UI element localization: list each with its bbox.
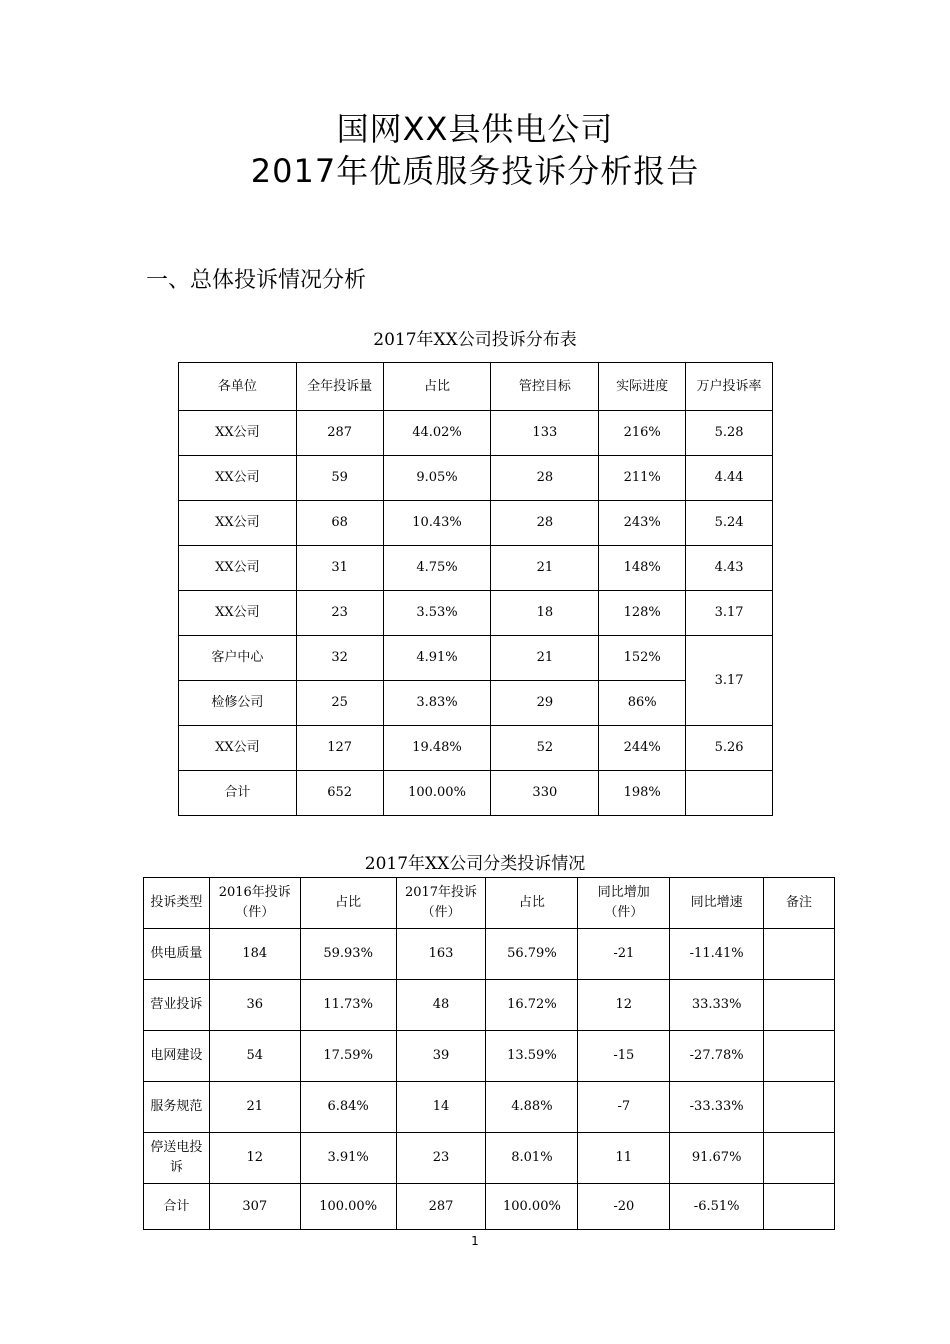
table-cell: 6.84% (300, 1082, 396, 1133)
table-cell: 152% (599, 636, 686, 681)
table-cell: 21 (491, 636, 599, 681)
table-cell: 28 (491, 501, 599, 546)
table-header-row (179, 363, 773, 411)
table-cell: 21 (209, 1082, 300, 1133)
table-cell: 3.91% (300, 1133, 396, 1184)
table-cell: 4.91% (383, 636, 491, 681)
table-cell (686, 771, 773, 816)
table-cell: 服务规范 (144, 1082, 210, 1133)
table-cell (764, 929, 835, 980)
table-cell: -27.78% (670, 1031, 764, 1082)
table-cell: 8.01% (486, 1133, 578, 1184)
table-row (179, 411, 773, 456)
table-cell (764, 1184, 835, 1230)
complaint-category-table (143, 877, 835, 1230)
table-cell: 287 (296, 411, 383, 456)
table-cell: 25 (296, 681, 383, 726)
table-cell: 营业投诉 (144, 980, 210, 1031)
table-row (144, 1133, 835, 1184)
table-cell: 12 (209, 1133, 300, 1184)
table-cell (764, 980, 835, 1031)
table-row (144, 980, 835, 1031)
table-row (179, 726, 773, 771)
table-cell: XX公司 (179, 546, 297, 591)
table-cell: 4.44 (686, 456, 773, 501)
table-cell: 211% (599, 456, 686, 501)
table-cell: 23 (396, 1133, 486, 1184)
report-title-line1: 国网XX县供电公司 (336, 110, 614, 148)
header-cell: 各单位 (179, 363, 297, 411)
table-cell (764, 1133, 835, 1184)
table-cell: 客户中心 (179, 636, 297, 681)
table-row (179, 591, 773, 636)
table-cell: 33.33% (670, 980, 764, 1031)
table-cell: 18 (491, 591, 599, 636)
table-cell: 128% (599, 591, 686, 636)
table-cell: 31 (296, 546, 383, 591)
table-cell: 12 (578, 980, 670, 1031)
table-cell: -15 (578, 1031, 670, 1082)
table-cell: 3.17 (686, 591, 773, 636)
header-cell: 万户投诉率 (686, 363, 773, 411)
table-cell: -6.51% (670, 1184, 764, 1230)
table-cell: 16.72% (486, 980, 578, 1031)
table-cell: 供电质量 (144, 929, 210, 980)
table-cell: 652 (296, 771, 383, 816)
table-cell: 17.59% (300, 1031, 396, 1082)
table-row (179, 456, 773, 501)
header-cell: 备注 (764, 878, 835, 929)
table-cell: 13.59% (486, 1031, 578, 1082)
table-cell: 59 (296, 456, 383, 501)
table-row (179, 636, 773, 681)
table-cell: -20 (578, 1184, 670, 1230)
table-cell: 68 (296, 501, 383, 546)
table-cell: 287 (396, 1184, 486, 1230)
header-cell: 管控目标 (491, 363, 599, 411)
table-cell: 48 (396, 980, 486, 1031)
table-cell: 86% (599, 681, 686, 726)
table-cell: 39 (396, 1031, 486, 1082)
header-cell: 2016年投诉（件） (209, 878, 300, 929)
table-cell: 100.00% (486, 1184, 578, 1230)
header-cell: 2017年投诉（件） (396, 878, 486, 929)
header-cell: 占比 (486, 878, 578, 929)
table-cell: 184 (209, 929, 300, 980)
page-number: 1 (471, 1234, 479, 1248)
table-row (179, 681, 773, 726)
table-cell-merged: 3.17 (686, 636, 773, 726)
table-cell: -11.41% (670, 929, 764, 980)
table-cell: 100.00% (300, 1184, 396, 1230)
table-cell: 4.88% (486, 1082, 578, 1133)
table-cell: 检修公司 (179, 681, 297, 726)
table-row (179, 546, 773, 591)
table-cell: 电网建设 (144, 1031, 210, 1082)
header-cell: 占比 (300, 878, 396, 929)
table-cell: 28 (491, 456, 599, 501)
table-cell: 32 (296, 636, 383, 681)
table-cell: 243% (599, 501, 686, 546)
table-cell: 100.00% (383, 771, 491, 816)
table-cell: XX公司 (179, 726, 297, 771)
table-cell: 合计 (144, 1184, 210, 1230)
table-cell: 59.93% (300, 929, 396, 980)
table-cell: 56.79% (486, 929, 578, 980)
header-cell: 同比增加（件） (578, 878, 670, 929)
complaint-distribution-table (178, 362, 773, 816)
table-cell: XX公司 (179, 591, 297, 636)
table-cell: 21 (491, 546, 599, 591)
table-cell: -21 (578, 929, 670, 980)
table-cell: 216% (599, 411, 686, 456)
table-cell: 23 (296, 591, 383, 636)
table-cell: 148% (599, 546, 686, 591)
table-cell: 44.02% (383, 411, 491, 456)
table-cell: 19.48% (383, 726, 491, 771)
table2-caption: 2017年XX公司分类投诉情况 (364, 854, 586, 874)
table-cell: 4.43 (686, 546, 773, 591)
table-cell: 29 (491, 681, 599, 726)
table-cell: XX公司 (179, 411, 297, 456)
table-row (144, 1082, 835, 1133)
table-cell: 5.28 (686, 411, 773, 456)
table-cell: 330 (491, 771, 599, 816)
table-cell: 307 (209, 1184, 300, 1230)
table-cell: 9.05% (383, 456, 491, 501)
table-cell: 11.73% (300, 980, 396, 1031)
table1-caption: 2017年XX公司投诉分布表 (373, 330, 577, 350)
table-cell: 14 (396, 1082, 486, 1133)
table-cell: 5.26 (686, 726, 773, 771)
table-cell: XX公司 (179, 501, 297, 546)
table-cell: 11 (578, 1133, 670, 1184)
table-cell: 54 (209, 1031, 300, 1082)
table-row (144, 929, 835, 980)
table-cell: 52 (491, 726, 599, 771)
table-header-row (144, 878, 835, 929)
table-cell: 244% (599, 726, 686, 771)
table-cell: 198% (599, 771, 686, 816)
table-cell: -33.33% (670, 1082, 764, 1133)
header-cell: 实际进度 (599, 363, 686, 411)
table-cell: 91.67% (670, 1133, 764, 1184)
table-cell (764, 1031, 835, 1082)
table-cell: 10.43% (383, 501, 491, 546)
report-title-line2: 2017年优质服务投诉分析报告 (250, 152, 700, 190)
table-cell: 3.83% (383, 681, 491, 726)
table-cell: 停送电投诉 (144, 1133, 210, 1184)
header-cell: 同比增速 (670, 878, 764, 929)
table-cell: 133 (491, 411, 599, 456)
table-total-row (144, 1184, 835, 1230)
table-cell: 36 (209, 980, 300, 1031)
table-row (144, 1031, 835, 1082)
table-cell: 3.53% (383, 591, 491, 636)
table-row (179, 501, 773, 546)
table-cell: XX公司 (179, 456, 297, 501)
table-cell: 合计 (179, 771, 297, 816)
table-cell: 4.75% (383, 546, 491, 591)
table-cell: 163 (396, 929, 486, 980)
section-heading: 一、总体投诉情况分析 (146, 268, 367, 293)
table-cell: 127 (296, 726, 383, 771)
header-cell: 全年投诉量 (296, 363, 383, 411)
table-cell: 5.24 (686, 501, 773, 546)
table-cell: -7 (578, 1082, 670, 1133)
table-cell (764, 1082, 835, 1133)
header-cell: 投诉类型 (144, 878, 210, 929)
header-cell: 占比 (383, 363, 491, 411)
table-total-row (179, 771, 773, 816)
